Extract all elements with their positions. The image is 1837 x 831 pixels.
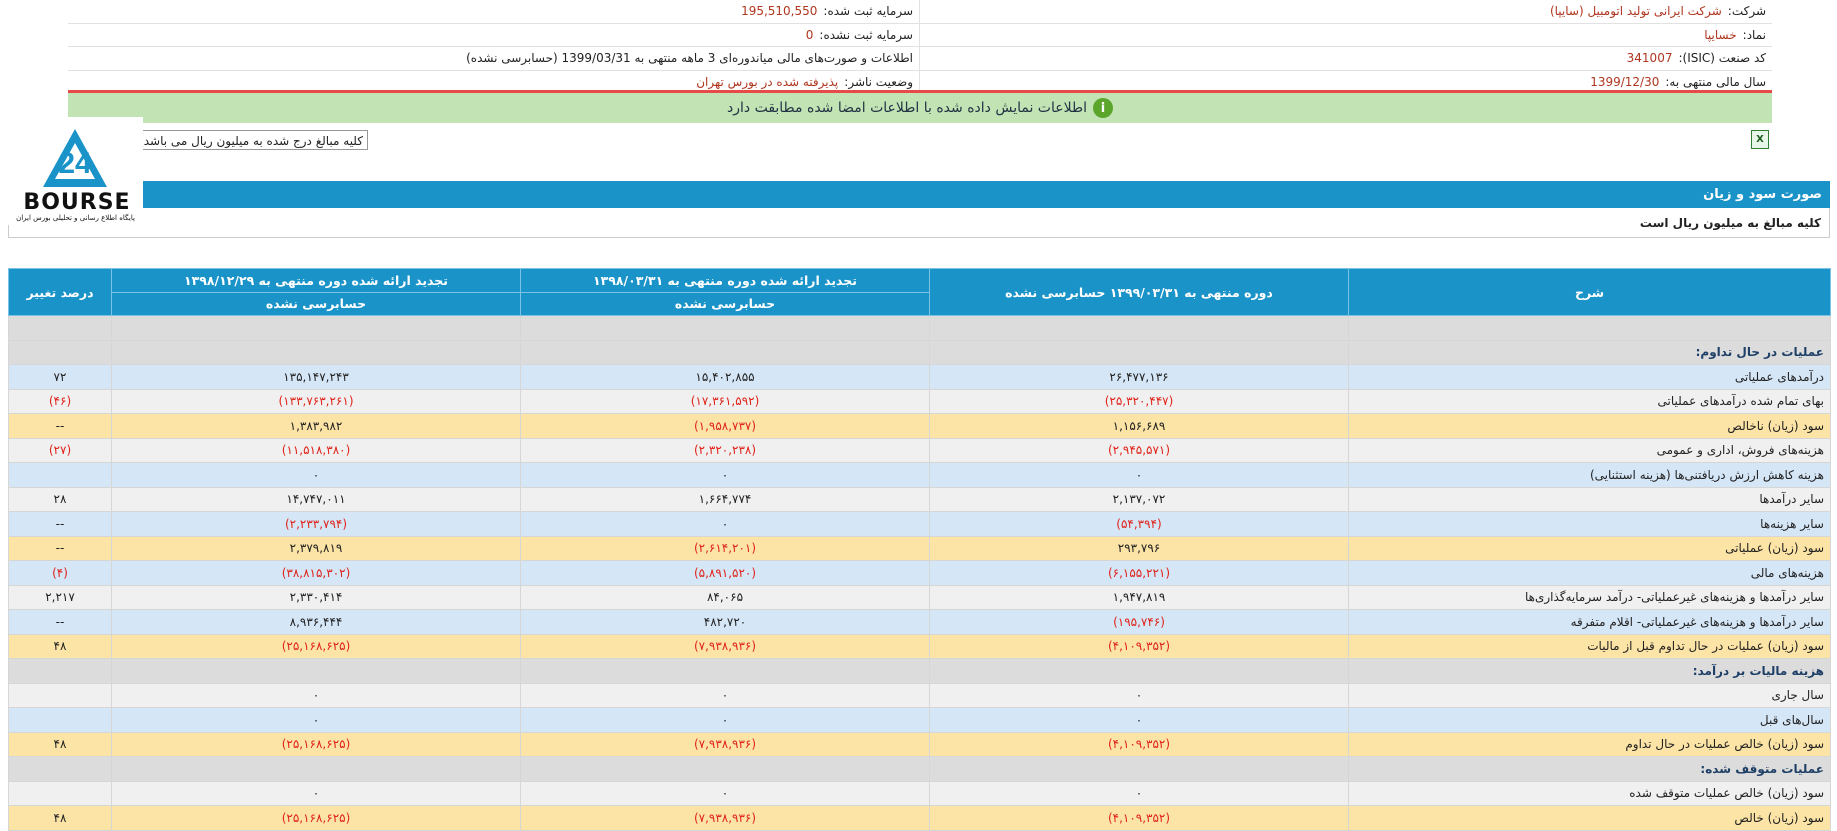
row-change <box>9 659 112 684</box>
row-period3: ۰ <box>112 683 521 708</box>
unit-note: کلیه مبالغ درج شده به میلیون ریال می باشد <box>141 130 368 150</box>
registered-capital-value: 195,510,550 <box>741 4 818 19</box>
publisher-status-label: وضعیت ناشر: <box>844 74 913 89</box>
row-period2: (۲,۳۲۰,۲۳۸) <box>521 438 930 463</box>
row-change: (۲۷) <box>9 438 112 463</box>
row-period1: (۴,۱۰۹,۳۵۲) <box>930 634 1349 659</box>
header-desc: شرح <box>1349 269 1831 316</box>
row-period3: (۱۳۳,۷۶۳,۲۶۱) <box>112 389 521 414</box>
excel-icon[interactable]: X <box>1751 130 1769 149</box>
table-header-row <box>9 269 1831 293</box>
bourse24-logo <box>8 117 143 225</box>
company-label: شرکت: <box>1727 4 1766 19</box>
header-period2-sub: حسابرسی نشده <box>521 292 930 316</box>
row-change <box>9 340 112 365</box>
company-name[interactable]: شرکت ایرانی تولید اتومبیل (سایپا) <box>1549 4 1722 19</box>
info-row <box>68 47 1772 71</box>
row-description: هزینه مالیات بر درآمد: <box>1349 659 1831 684</box>
row-period2: ۰ <box>521 463 930 488</box>
logo-brand: BOURSE <box>23 190 131 215</box>
table-row <box>9 732 1831 757</box>
row-period2: (۲,۶۱۴,۲۰۱) <box>521 536 930 561</box>
report-description: اطلاعات و صورت‌های مالی میاندوره‌ای 3 ماهه منتهی به 1399/03/31 (حسابرسی نشده) <box>466 51 913 66</box>
row-change <box>9 683 112 708</box>
row-period1: ۲۹۳,۷۹۶ <box>930 536 1349 561</box>
row-period2: (۷,۹۳۸,۹۳۶) <box>521 806 930 831</box>
header-period2: تجدید ارائه شده دوره منتهی به ۱۳۹۸/۰۳/۳۱ <box>521 269 930 293</box>
header-period1: دوره منتهی به ۱۳۹۹/۰۳/۳۱ حسابرسی نشده <box>930 269 1349 316</box>
info-cell <box>68 0 920 23</box>
svg-text:24: 24 <box>58 147 92 180</box>
row-period3: (۲,۲۳۳,۷۹۴) <box>112 512 521 537</box>
table-row <box>9 512 1831 537</box>
row-period2: ۸۴,۰۶۵ <box>521 585 930 610</box>
row-change: ۴۸ <box>9 634 112 659</box>
row-description: سایر درآمدها و هزینه‌های غیرعملیاتی- اقلام متفرقه <box>1349 610 1831 635</box>
row-change: ۴۸ <box>9 806 112 831</box>
table-row <box>9 414 1831 439</box>
row-period1 <box>930 340 1349 365</box>
info-cell <box>920 47 1772 70</box>
table-row <box>9 340 1831 365</box>
row-change <box>9 781 112 806</box>
row-description: هزینه‌های مالی <box>1349 561 1831 586</box>
row-period3 <box>112 757 521 782</box>
income-statement-table <box>8 268 1831 831</box>
info-row <box>68 0 1772 24</box>
row-description: هزینه کاهش ارزش دریافتنی‌ها (هزینه استثنایی) <box>1349 463 1831 488</box>
row-period3: ۲,۳۷۹,۸۱۹ <box>112 536 521 561</box>
row-change: ۲,۲۱۷ <box>9 585 112 610</box>
row-change: -- <box>9 512 112 537</box>
publisher-status-value: پذیرفته شده در بورس تهران <box>696 74 839 89</box>
row-period1: ۰ <box>930 781 1349 806</box>
table-row <box>9 659 1831 684</box>
row-period3: ۰ <box>112 781 521 806</box>
row-change: -- <box>9 610 112 635</box>
section-title: صورت سود و زیان <box>8 181 1830 208</box>
fiscal-year-value: 1399/12/30 <box>1590 74 1660 89</box>
row-period1: ۲۶,۴۷۷,۱۳۶ <box>930 365 1349 390</box>
row-period2: (۷,۹۳۸,۹۳۶) <box>521 634 930 659</box>
row-period1 <box>930 659 1349 684</box>
info-cell <box>920 0 1772 23</box>
info-icon: i <box>1093 98 1113 118</box>
row-period3 <box>112 340 521 365</box>
logo-mark <box>8 117 143 197</box>
table-row <box>9 757 1831 782</box>
table-row <box>9 389 1831 414</box>
row-description: درآمدهای عملیاتی <box>1349 365 1831 390</box>
row-period1 <box>930 757 1349 782</box>
row-period1: (۵۴,۳۹۴) <box>930 512 1349 537</box>
row-description: سایر درآمدها <box>1349 487 1831 512</box>
table-row <box>9 806 1831 831</box>
registered-capital-label: سرمایه ثبت شده: <box>823 4 913 19</box>
row-period1: (۶,۱۵۵,۲۲۱) <box>930 561 1349 586</box>
table-row <box>9 463 1831 488</box>
row-description: سایر درآمدها و هزینه‌های غیرعملیاتی- درآمد سرمایه‌گذاری‌ها <box>1349 585 1831 610</box>
row-change <box>9 708 112 733</box>
row-period2: ۰ <box>521 781 930 806</box>
row-period3: ۲,۳۳۰,۴۱۴ <box>112 585 521 610</box>
table-row <box>9 438 1831 463</box>
row-period1: (۴,۱۰۹,۳۵۲) <box>930 806 1349 831</box>
row-change <box>9 463 112 488</box>
row-period3: (۱۱,۵۱۸,۳۸۰) <box>112 438 521 463</box>
table-row <box>9 708 1831 733</box>
info-cell <box>920 24 1772 47</box>
row-period1 <box>930 316 1349 341</box>
row-period1: (۱۹۵,۷۴۶) <box>930 610 1349 635</box>
row-period1: ۰ <box>930 708 1349 733</box>
fiscal-year-label: سال مالی منتهی به: <box>1665 74 1766 89</box>
row-period2: (۱,۹۵۸,۷۳۷) <box>521 414 930 439</box>
row-period2: ۴۸۲,۷۲۰ <box>521 610 930 635</box>
table-row <box>9 610 1831 635</box>
unregistered-capital-label: سرمایه ثبت نشده: <box>819 27 913 42</box>
isic-value: 341007 <box>1626 51 1673 66</box>
table-row <box>9 683 1831 708</box>
row-period3 <box>112 316 521 341</box>
row-description: عملیات در حال تداوم: <box>1349 340 1831 365</box>
row-period2 <box>521 757 930 782</box>
row-change: (۴۶) <box>9 389 112 414</box>
row-period3: ۱۳۵,۱۴۷,۲۴۳ <box>112 365 521 390</box>
row-period2: (۱۷,۳۶۱,۵۹۲) <box>521 389 930 414</box>
section-subnote: کلیه مبالغ به میلیون ریال است <box>8 208 1830 238</box>
row-period2: ۰ <box>521 708 930 733</box>
row-period2 <box>521 340 930 365</box>
row-period2: (۵,۸۹۱,۵۲۰) <box>521 561 930 586</box>
row-change: -- <box>9 536 112 561</box>
row-period2: ۰ <box>521 683 930 708</box>
verification-banner <box>68 93 1772 123</box>
row-period2: ۰ <box>521 512 930 537</box>
row-description: سود (زیان) عملیاتی <box>1349 536 1831 561</box>
table-row <box>9 536 1831 561</box>
table-row <box>9 585 1831 610</box>
header-period3-sub: حسابرسی نشده <box>112 292 521 316</box>
row-period1: ۱,۹۴۷,۸۱۹ <box>930 585 1349 610</box>
row-period3: ۸,۹۳۶,۴۴۴ <box>112 610 521 635</box>
row-description: سود (زیان) ناخالص <box>1349 414 1831 439</box>
row-description: عملیات متوقف شده: <box>1349 757 1831 782</box>
row-change: -- <box>9 414 112 439</box>
row-period3: (۲۵,۱۶۸,۶۲۵) <box>112 806 521 831</box>
row-period2: ۱۵,۴۰۲,۸۵۵ <box>521 365 930 390</box>
row-description: سال جاری <box>1349 683 1831 708</box>
row-description: سایر هزینه‌ها <box>1349 512 1831 537</box>
row-description: بهای تمام شده درآمدهای عملیاتی <box>1349 389 1831 414</box>
table-row <box>9 561 1831 586</box>
header-period3: تجدید ارائه شده دوره منتهی به ۱۳۹۸/۱۲/۲۹ <box>112 269 521 293</box>
row-period3: (۲۵,۱۶۸,۶۲۵) <box>112 732 521 757</box>
row-period3: ۰ <box>112 463 521 488</box>
row-period2 <box>521 659 930 684</box>
row-period3: ۱,۳۸۳,۹۸۲ <box>112 414 521 439</box>
row-change: ۷۲ <box>9 365 112 390</box>
row-period2: (۷,۹۳۸,۹۳۶) <box>521 732 930 757</box>
info-cell <box>68 47 920 70</box>
company-info <box>68 0 1772 94</box>
unregistered-capital-value: 0 <box>805 27 814 42</box>
row-period1: ۰ <box>930 683 1349 708</box>
row-period1: (۲۵,۳۲۰,۴۴۷) <box>930 389 1349 414</box>
table-row <box>9 634 1831 659</box>
row-period1: ۲,۱۳۷,۰۷۲ <box>930 487 1349 512</box>
table-row <box>9 781 1831 806</box>
row-description: سود (زیان) خالص <box>1349 806 1831 831</box>
row-period3: ۱۴,۷۴۷,۰۱۱ <box>112 487 521 512</box>
row-period2: ۱,۶۶۴,۷۷۴ <box>521 487 930 512</box>
info-row <box>68 24 1772 48</box>
row-change: ۴۸ <box>9 732 112 757</box>
row-period3: ۰ <box>112 708 521 733</box>
row-period3: (۲۵,۱۶۸,۶۲۵) <box>112 634 521 659</box>
row-description: سود (زیان) خالص عملیات متوقف شده <box>1349 781 1831 806</box>
table-row <box>9 316 1831 341</box>
row-change: (۴) <box>9 561 112 586</box>
table-body <box>9 316 1831 831</box>
table-row <box>9 365 1831 390</box>
row-description: سود (زیان) عملیات در حال تداوم قبل از مالیات <box>1349 634 1831 659</box>
row-period1: ۰ <box>930 463 1349 488</box>
banner-text: اطلاعات نمایش داده شده با اطلاعات امضا شده مطابقت دارد <box>727 100 1087 116</box>
row-period2 <box>521 316 930 341</box>
row-period3 <box>112 659 521 684</box>
row-period3: (۳۸,۸۱۵,۳۰۲) <box>112 561 521 586</box>
row-change <box>9 316 112 341</box>
row-description: هزینه‌های فروش، اداری و عمومی <box>1349 438 1831 463</box>
row-description: سود (زیان) خالص عملیات در حال تداوم <box>1349 732 1831 757</box>
row-description: سال‌های قبل <box>1349 708 1831 733</box>
row-description <box>1349 316 1831 341</box>
info-cell <box>68 24 920 47</box>
row-period1: ۱,۱۵۶,۶۸۹ <box>930 414 1349 439</box>
symbol-value[interactable]: خسایپا <box>1704 27 1737 42</box>
row-change <box>9 757 112 782</box>
row-period1: (۲,۹۴۵,۵۷۱) <box>930 438 1349 463</box>
row-period1: (۴,۱۰۹,۳۵۲) <box>930 732 1349 757</box>
table-row <box>9 487 1831 512</box>
symbol-label: نماد: <box>1742 27 1766 42</box>
isic-label: کد صنعت (ISIC): <box>1678 51 1766 66</box>
header-change: درصد تغییر <box>9 269 112 316</box>
row-change: ۲۸ <box>9 487 112 512</box>
logo-tagline: پایگاه اطلاع رسانی و تحلیلی بورس ایران <box>16 214 135 222</box>
